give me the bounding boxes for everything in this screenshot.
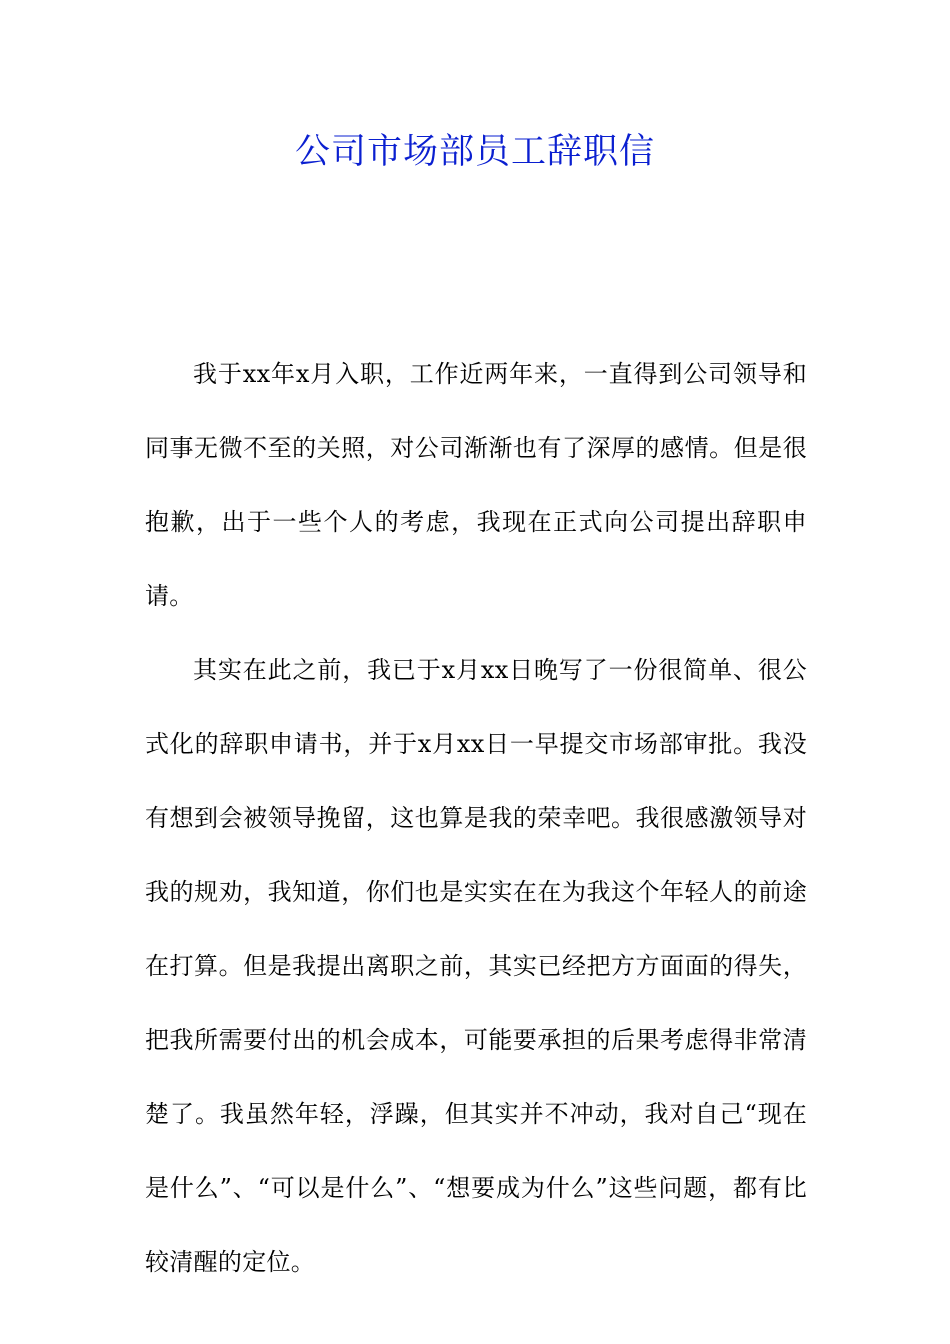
paragraph-2: 其实在此之前，我已于x月xx日晚写了一份很简单、很公式化的辞职申请书，并于x月xx日一早提交市场部审批。我没有想到会被领导挽留，这也算是我的荣幸吧。我很感激领导对我的规劝，我知道，你们也是实实在在为我这个年轻人的前途在打算。但是我提出离职之前，其实已经把方方面面的得失，把我所需要付出的机会成本，可能要承担的后果考虑得非常清楚了。我虽然年轻，浮躁，但其实并不冲动，我对自己“现在是什么”、“可以是什么”、“想要成为什么”这些问题，都有比较清醒的定位。 [145,656,807,1276]
document-body [145,337,807,1299]
paragraph-1: 我于xx年x月入职，工作近两年来，一直得到公司领导和同事无微不至的关照，对公司渐渐也有了深厚的感情。但是很抱歉，出于一些个人的考虑，我现在正式向公司提出辞职申请。 [145,360,807,610]
document-title: 公司市场部员工辞职信 [294,132,655,172]
